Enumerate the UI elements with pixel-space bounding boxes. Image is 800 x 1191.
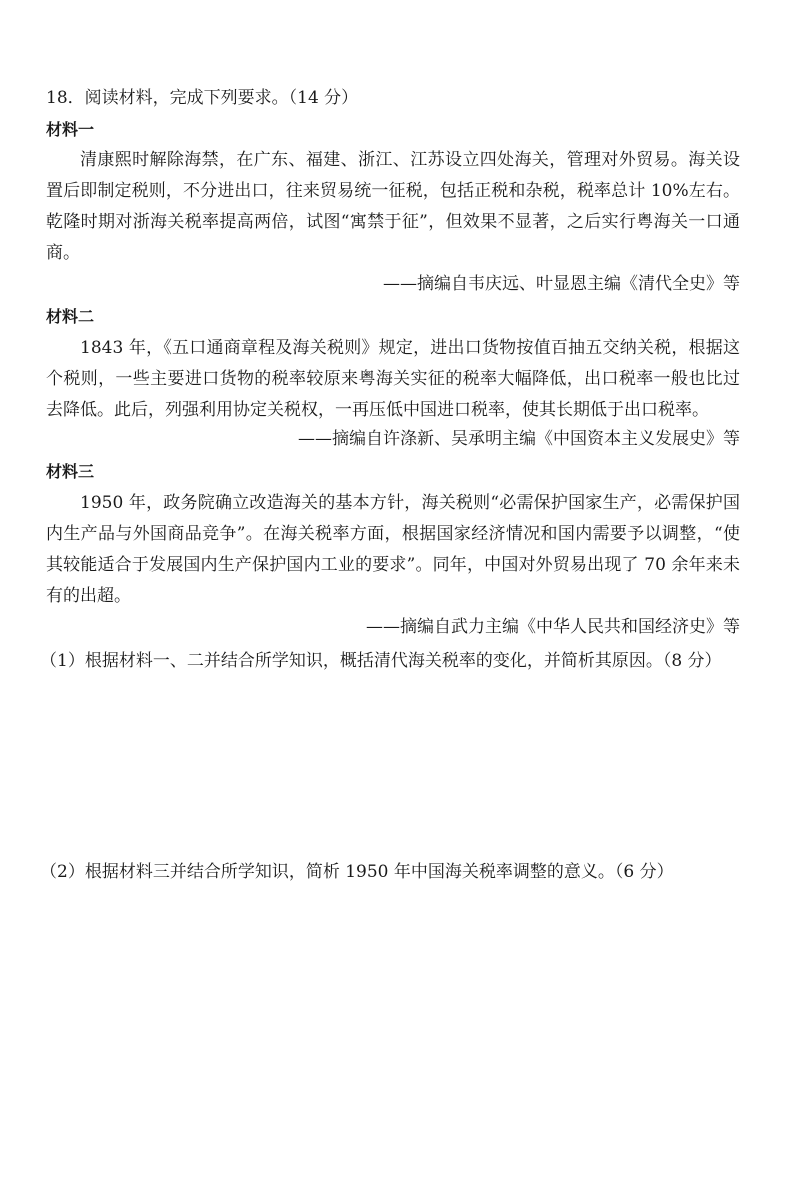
material-3-heading: 材料三 xyxy=(46,462,95,481)
subquestion-1: （1）根据材料一、二并结合所学知识，概括清代海关税率的变化，并简析其原因。（8 分） xyxy=(40,651,722,671)
material-3-source: ——摘编自武力主编《中华人民共和国经济史》等 xyxy=(366,617,740,637)
material-2-heading: 材料二 xyxy=(46,307,95,326)
material-3-text: 1950 年，政务院确立改造海关的基本方针，海关税则“必需保护国家生产，必需保护国内生产品与外国商品竞争”。在海关税率方面，根据国家经济情况和国内需要予以调整，“使其较能适合于发展国内生产保护国内工业的要求”。同年，中国对外贸易出现了 70 余年来未有的出超。 xyxy=(46,493,740,606)
material-2-source: ——摘编自许涤新、吴承明主编《中国资本主义发展史》等 xyxy=(298,429,740,449)
material-1-heading: 材料一 xyxy=(46,120,95,139)
material-2-text: 1843 年，《五口通商章程及海关税则》规定，进出口货物按值百抽五交纳关税，根据这个税则，一些主要进口货物的税率较原来粤海关实征的税率大幅降低，出口税率一般也比过去降低。此后，列强利用协定关税权，一再压低中国进口税率，使其长期低于出口税率。 xyxy=(46,338,740,420)
material-1-source: ——摘编自韦庆远、叶显恩主编《清代全史》等 xyxy=(383,274,740,294)
subquestion-2: （2）根据材料三并结合所学知识，简析 1950 年中国海关税率调整的意义。（6 分） xyxy=(40,862,674,882)
material-1-text: 清康熙时解除海禁，在广东、福建、浙江、江苏设立四处海关，管理对外贸易。海关设置后即制定税则，不分进出口，往来贸易统一征税，包括正税和杂税，税率总计 10%左右。乾隆时期对浙海关税率提高两倍，试图“寓禁于征”，但效果不显著，之后实行粤海关一口通商。 xyxy=(46,150,740,263)
question-title: 18．阅读材料，完成下列要求。（14 分） xyxy=(46,88,359,108)
